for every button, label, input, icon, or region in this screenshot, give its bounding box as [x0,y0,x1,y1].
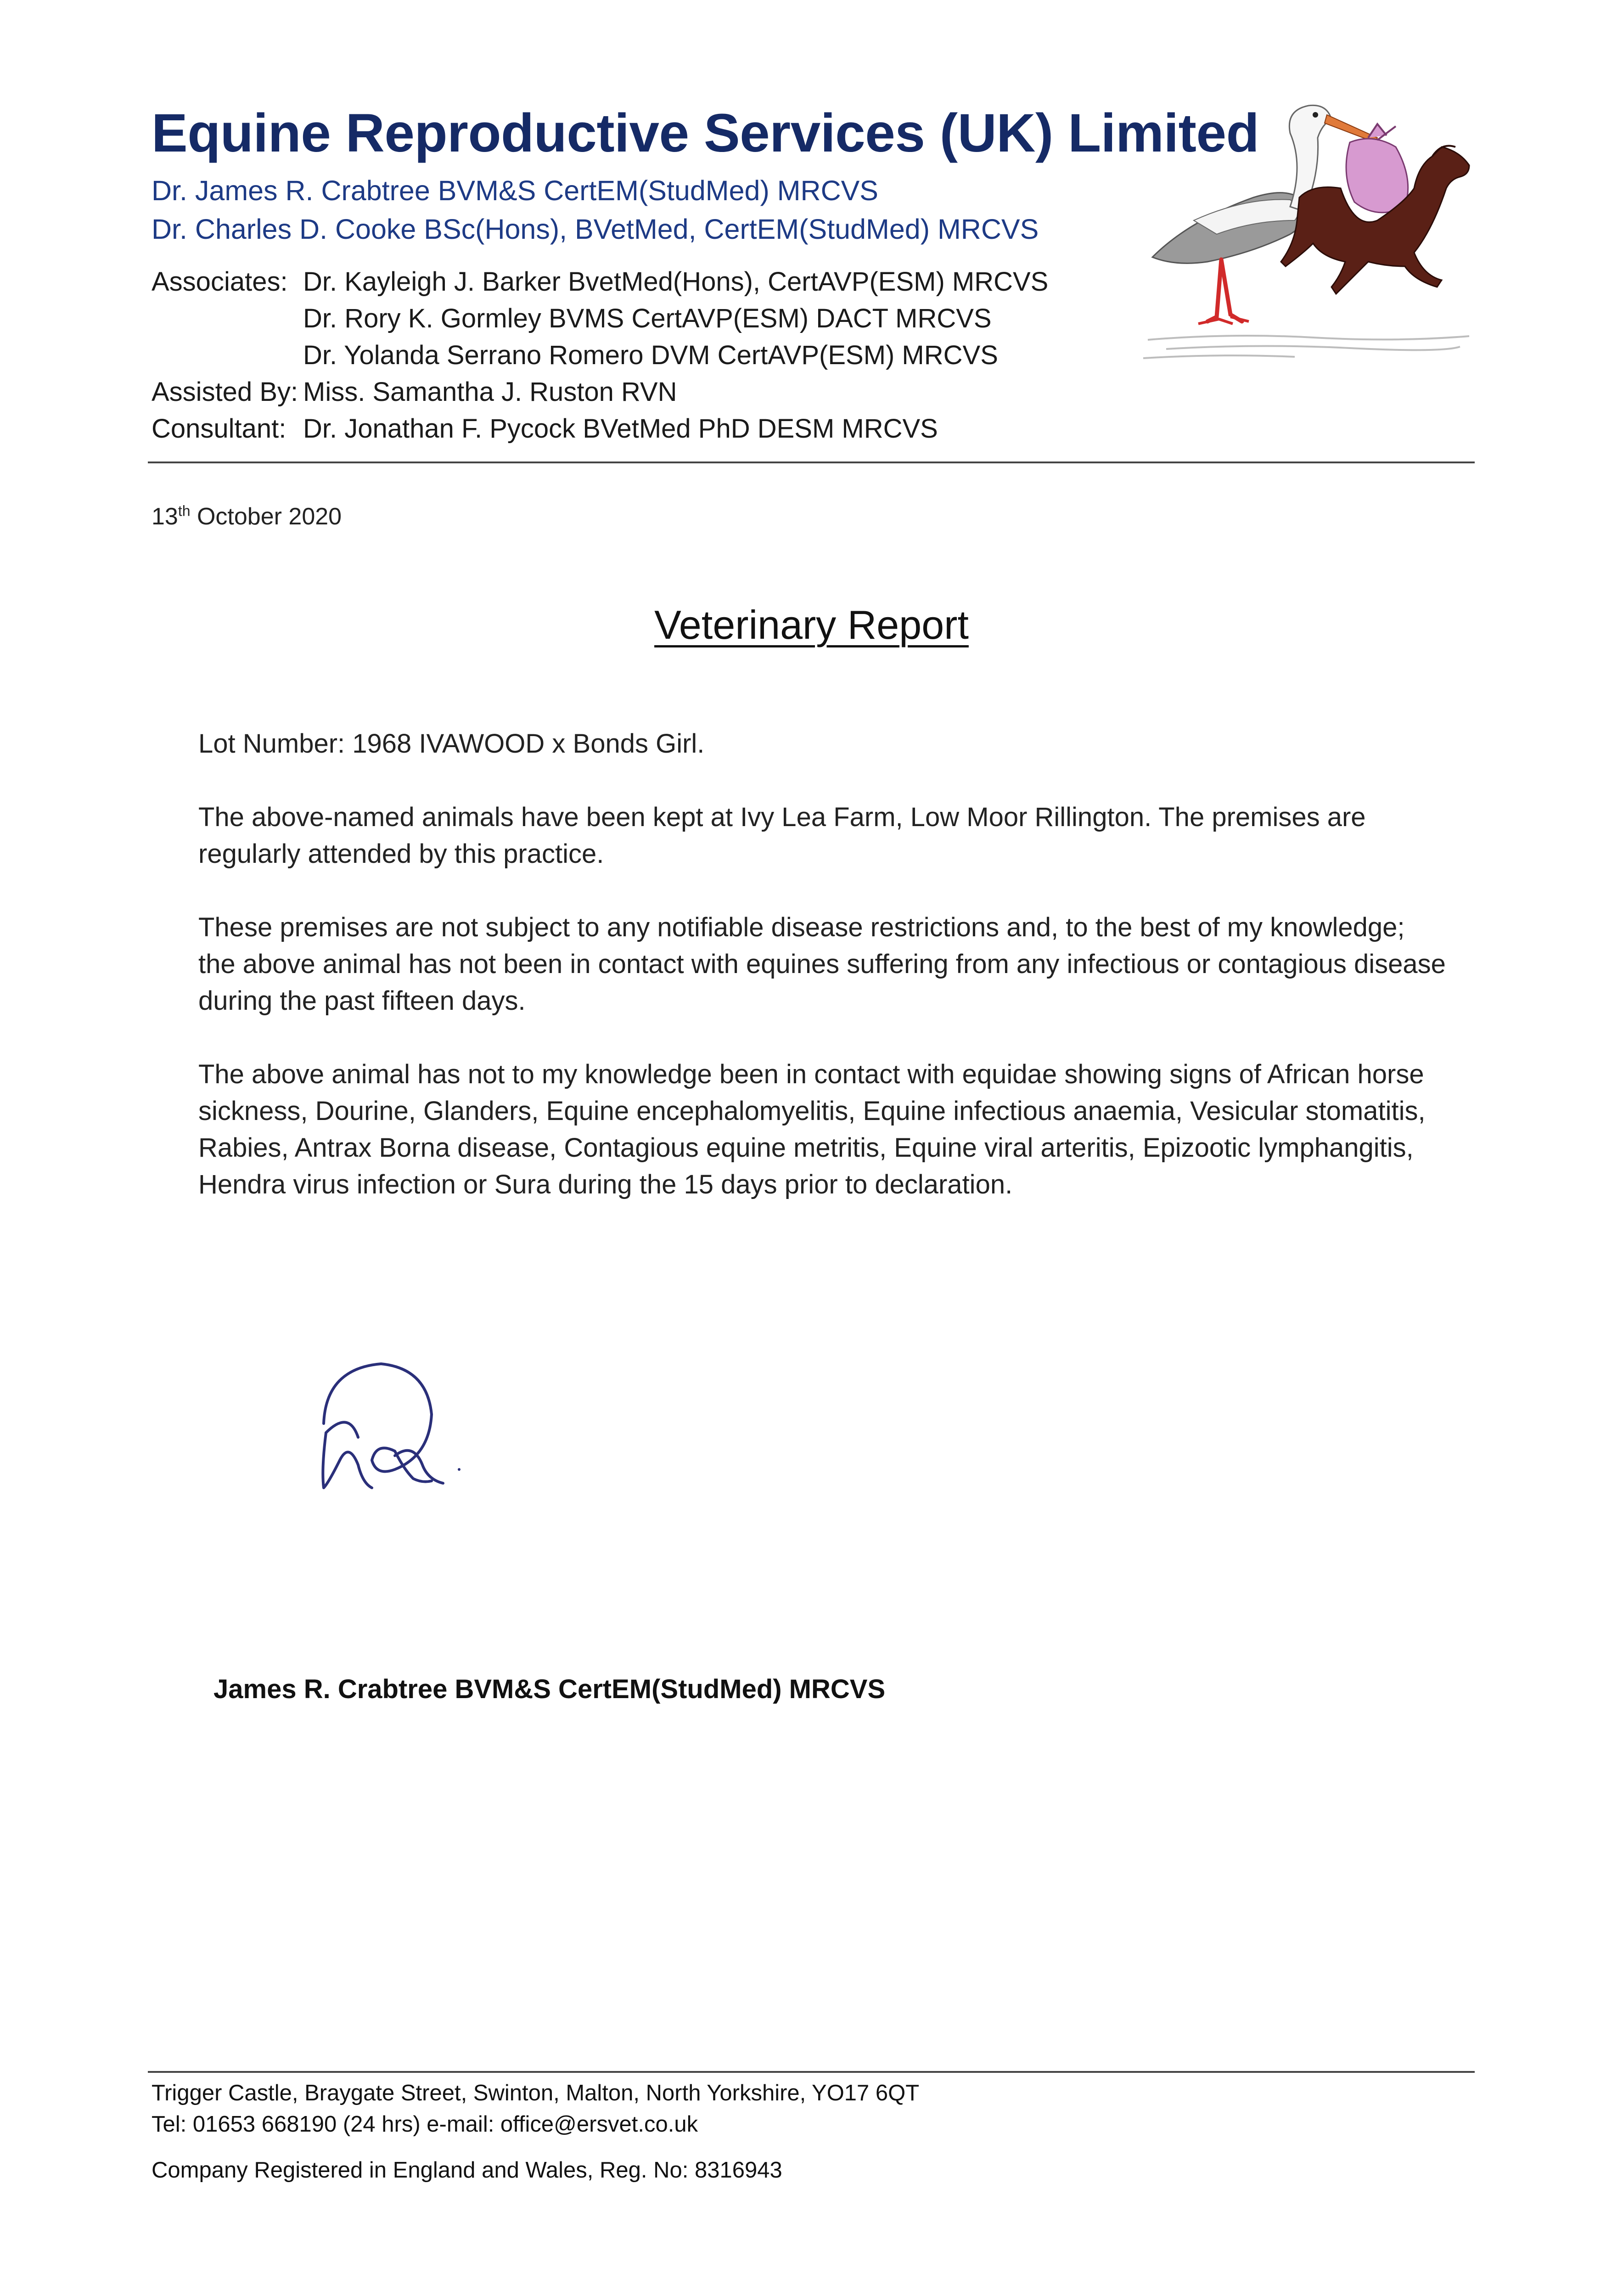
premises-paragraph: The above-named animals have been kept at Ivy Lea Farm, Low Moor Rillington. The premises are regularly attended by this practice. [198,802,1366,869]
footer-address: Trigger Castle, Braygate Street, Swinton, Malton, North Yorkshire, YO17 6QT [152,2081,920,2105]
header-divider [148,461,1475,463]
date-day: 13 [152,503,178,530]
disease-restrictions-paragraph: These premises are not subject to any notifiable disease restrictions and, to the best of my knowledge; the above animal has not been in contact with equines suffering from any infectious or contagious disease during the past fifteen days. [198,912,1446,1016]
letter-date [152,503,342,530]
equidae-contact-paragraph: The above animal has not to my knowledge been in contact with equidae showing signs of African horse sickness, Dourine, Glanders, Equine encephalomyelitis, Equine infectious anaemia, Vesicular stomatitis, Rabies, Antrax Borna disease, Contagious equine metritis, Equine viral arteritis, Epizootic lymphangitis, Hendra virus infection or Sura during the 15 days prior to declaration. [198,1059,1426,1199]
associate-2: Dr. Rory K. Gormley BVMS CertAVP(ESM) DACT MRCVS [303,304,992,333]
footer-registration: Company Registered in England and Wales, Reg. No: 8316943 [152,2158,782,2183]
lot-number-paragraph: Lot Number: 1968 IVAWOOD x Bonds Girl. [198,729,705,759]
consultant-label: Consultant: [152,414,286,444]
assisted-by-label: Assisted By: [152,377,298,407]
footer-divider [148,2071,1475,2073]
stork-carrying-foal-logo-icon [1139,83,1478,367]
associate-3: Dr. Yolanda Serrano Romero DVM CertAVP(ESM) MRCVS [303,340,998,370]
partner-line-1: Dr. James R. Crabtree BVM&S CertEM(StudMed) MRCVS [152,175,878,206]
footer-contact: Tel: 01653 668190 (24 hrs) e-mail: office@ersvet.co.uk [152,2112,698,2137]
company-name: Equine Reproductive Services (UK) Limited [152,103,1259,163]
handwritten-signature-icon [308,1359,500,1497]
date-ordinal-suffix: th [178,502,191,519]
report-title: Veterinary Report [654,602,969,647]
associates-label: Associates: [152,267,288,297]
partner-line-2: Dr. Charles D. Cooke BSc(Hons), BVetMed, CertEM(StudMed) MRCVS [152,214,1039,245]
consultant-name: Dr. Jonathan F. Pycock BVetMed PhD DESM MRCVS [303,414,938,444]
assisted-by-name: Miss. Samantha J. Ruston RVN [303,377,677,407]
signatory-name: James R. Crabtree BVM&S CertEM(StudMed) MRCVS [213,1674,886,1704]
date-month-year: October 2020 [190,503,342,530]
associate-1: Dr. Kayleigh J. Barker BvetMed(Hons), CertAVP(ESM) MRCVS [303,267,1049,297]
